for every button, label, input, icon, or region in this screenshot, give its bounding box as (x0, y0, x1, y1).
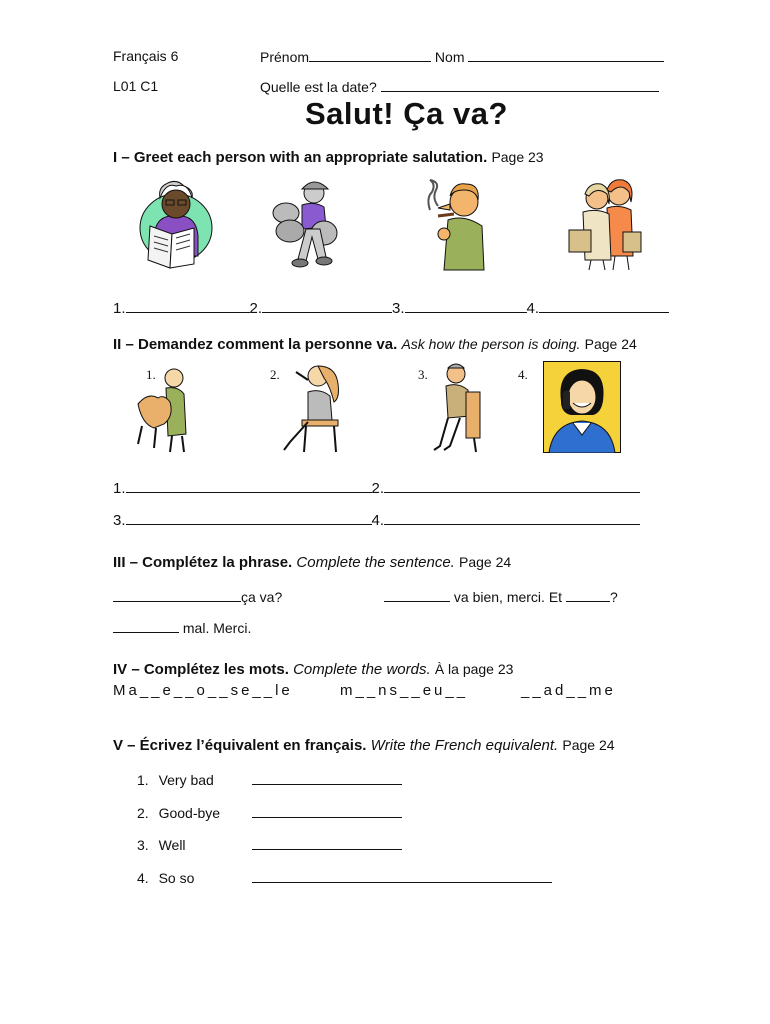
section2-page: Page 24 (584, 336, 637, 352)
s2-answer4-label: 4. (371, 512, 385, 529)
s5-item-4-num: 4. (137, 870, 149, 886)
sentence-2[interactable] (384, 588, 618, 605)
section2-answers-row1[interactable] (113, 479, 640, 497)
section5-heading-row (113, 737, 615, 754)
image-number-1: 1. (146, 367, 156, 382)
two-women-with-bags-image (567, 176, 643, 272)
sentence-2-end: ? (609, 589, 618, 605)
s2-answer2-label: 2. (371, 480, 385, 497)
s2-answer1-label: 1. (113, 480, 126, 497)
section2-heading-row (113, 336, 637, 353)
section5-subheading: Write the French equivalent. (370, 737, 559, 754)
image-number-2: 2. (270, 367, 280, 382)
section1-page: Page 23 (491, 149, 544, 165)
answer1-label: 1. (113, 300, 126, 317)
s5-item-3[interactable] (137, 836, 402, 853)
nom-label: Nom (434, 49, 465, 65)
date-label: Quelle est la date? (260, 79, 377, 95)
section1-heading-row (113, 149, 544, 166)
section1-answers[interactable] (113, 299, 669, 317)
section4-heading-row (113, 661, 513, 678)
section5-page: Page 24 (562, 737, 615, 753)
s5-item-1[interactable] (137, 771, 402, 788)
word-1[interactable]: Ma__e__o__se__le (113, 682, 293, 699)
section3-subheading: Complete the sentence. (296, 554, 455, 571)
section4-heading: IV – Complétez les mots. (113, 661, 289, 678)
s5-item-1-num: 1. (137, 772, 149, 788)
prenom-label: Prénom (260, 49, 310, 65)
section2-answers-row2[interactable] (113, 511, 640, 529)
section4-subheading: Complete the words. (293, 661, 431, 678)
answer2-label: 2. (249, 300, 263, 317)
s5-item-2[interactable] (137, 804, 402, 821)
s5-item-4[interactable] (137, 869, 552, 886)
section1-heading: I – Greet each person with an appropriate salutation. (113, 149, 488, 166)
s5-item-2-num: 2. (137, 805, 149, 821)
woman-in-chair-image (278, 362, 350, 454)
woman-reading-newspaper-image (136, 176, 216, 270)
section2-heading: II – Demandez comment la personne va. (113, 336, 398, 353)
s5-item-3-num: 3. (137, 837, 149, 853)
section2-subheading: Ask how the person is doing. (401, 336, 581, 352)
nom-blank[interactable] (468, 48, 664, 62)
s5-item-1-text: Very bad (158, 772, 214, 788)
section3-page: Page 24 (459, 554, 512, 570)
sentence-1-text: ça va? (241, 589, 283, 605)
word-2[interactable]: m__ns__eu__ (340, 682, 469, 699)
date-field[interactable] (260, 78, 659, 95)
sentence-3-text: mal. Merci. (182, 620, 252, 636)
sentence-2-text: va bien, merci. Et (453, 589, 563, 605)
sentence-1[interactable] (113, 588, 282, 605)
man-in-chair-image (430, 362, 484, 454)
section5-heading: V – Écrivez l’équivalent en français. (113, 737, 367, 754)
image-number-4: 4. (518, 367, 528, 382)
boy-carrying-bags-image (268, 175, 348, 271)
course-label: Français 6 (113, 48, 179, 64)
section4-page: À la page 23 (434, 661, 514, 677)
section3-heading-row (113, 554, 511, 571)
page-title: Salut! Ça va? (305, 96, 508, 131)
s5-item-4-text: So so (158, 870, 195, 886)
answer3-label: 3. (392, 300, 405, 317)
s5-item-2-text: Good-bye (158, 805, 221, 821)
section3-heading: III – Complétez la phrase. (113, 554, 293, 571)
woman-on-phone-image (543, 361, 621, 453)
man-smoking-cigar-image (424, 176, 490, 272)
code-label: L01 C1 (113, 78, 159, 94)
prenom-field[interactable] (260, 48, 664, 65)
answer4-label: 4. (526, 300, 540, 317)
s2-answer3-label: 3. (113, 512, 126, 529)
person-with-dog-image (134, 364, 198, 454)
image-number-3: 3. (418, 367, 428, 382)
s5-item-3-text: Well (158, 837, 186, 853)
word-3[interactable]: __ad__me (521, 682, 616, 699)
sentence-3[interactable] (113, 619, 251, 636)
